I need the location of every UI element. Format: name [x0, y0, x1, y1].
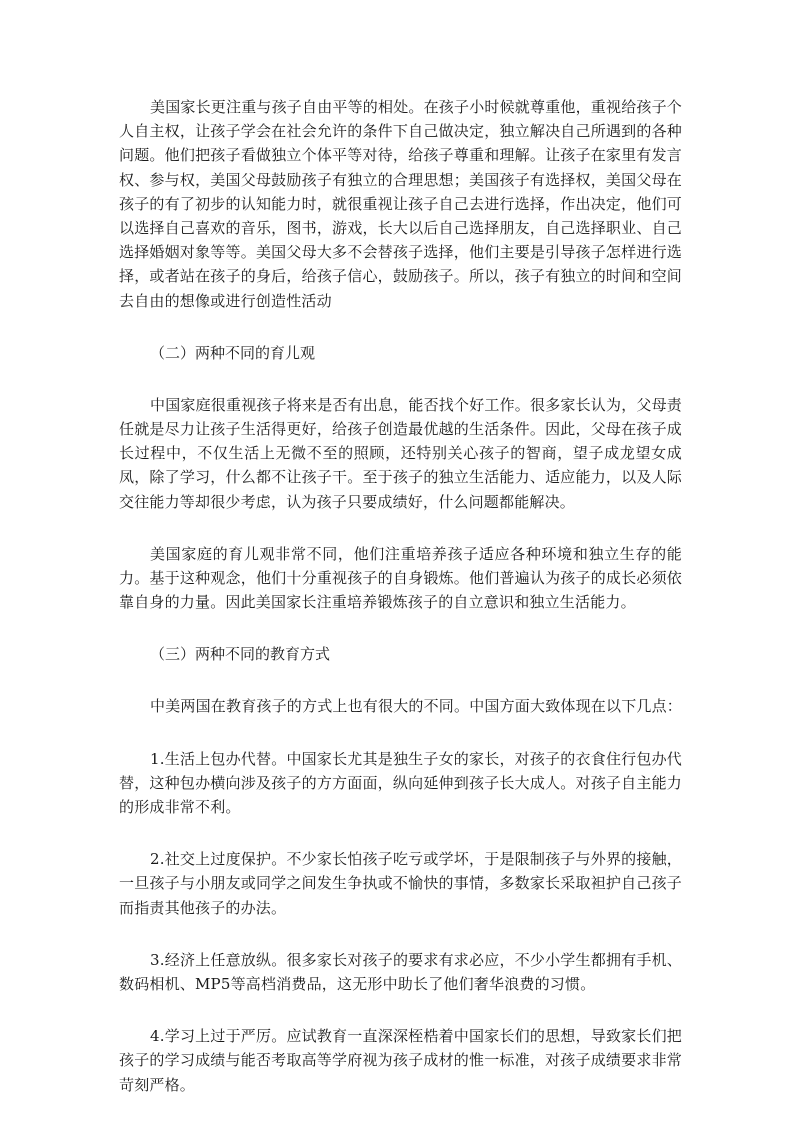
document-page — [119, 95, 682, 1125]
paragraph-american-parenting: 美国家长更注重与孩子自由平等的相处。在孩子小时候就尊重他，重视给孩子个人自主权，让孩子学会在社会允许的条件下自己做决定，独立解决自己所遇到的各种问题。他们把孩子看做独立个体平等对待，给孩子尊重和理解。让孩子在家里有发言权、参与权，美国父母鼓励孩子有独立的合理思想；美国孩子有选择权，美国父母在孩子的有了初步的认知能力时，就很重视让孩子自己去进行选择，作出决定，他们可以选择自己喜欢的音乐，图书，游戏，长大以后自己选择朋友，自己选择职业、自己选择婚姻对象等等。美国父母大多不会替孩子选择，他们主要是引导孩子怎样进行选择，或者站在孩子的身后，给孩子信心，鼓励孩子。所以，孩子有独立的时间和空间去自由的想像或进行创造性活动 — [119, 98, 683, 310]
list-item-point-4: 4.学习上过于严厉。应试教育一直深深桎梏着中国家长们的思想，导致家长们把孩子的学习成绩与能否考取高等学府视为孩子成材的惟一标准，对孩子成绩要求非常苛刻严格。 — [119, 1027, 682, 1094]
section-heading-education-methods: （三）两种不同的教育方式 — [150, 645, 331, 664]
list-item-point-2: 2.社交上过度保护。不少家长怕孩子吃亏或学坏，于是限制孩子与外界的接触，一旦孩子与小朋友或同学之间发生争执或不愉快的事情，多数家长采取袒护自己孩子而指责其他孩子的办法。 — [119, 850, 682, 917]
paragraph-american-parenting-view: 美国家庭的育儿观非常不同，他们注重培养孩子适应各种环境和独立生存的能力。基于这种观念，他们十分重视孩子的自身锻炼。他们普遍认为孩子的成长必须依靠自身的力量。因此美国家长注重培养锻炼孩子的自立意识和独立生活能力。 — [119, 544, 682, 612]
list-item-point-3: 3.经济上任意放纵。很多家长对孩子的要求有求必应，不少小学生都拥有手机、数码相机、MP5等高档消费品，这无形中助长了他们奢华浪费的习惯。 — [119, 950, 682, 994]
paragraph-education-intro: 中美两国在教育孩子的方式上也有很大的不同。中国方面大致体现在以下几点： — [150, 697, 683, 716]
list-item-point-1: 1.生活上包办代替。中国家长尤其是独生子女的家长，对孩子的衣食住行包办代替，这种包办横向涉及孩子的方方面面，纵向延伸到孩子长大成人。对孩子自主能力的形成非常不利。 — [119, 749, 682, 817]
paragraph-chinese-parenting-view: 中国家庭很重视孩子将来是否有出息，能否找个好工作。很多家长认为，父母责任就是尽力让孩子生活得更好，给孩子创造最优越的生活条件。因此，父母在孩子成长过程中，不仅生活上无微不至的照顾，还特别关心孩子的智商，望子成龙望女成凤，除了学习，什么都不让孩子干。至于孩子的独立生活能力、适应能力，以及人际交往能力等却很少考虑，认为孩子只要成绩好，什么问题都能解决。 — [119, 395, 683, 511]
section-heading-parenting-views: （二）两种不同的育儿观 — [150, 343, 316, 362]
